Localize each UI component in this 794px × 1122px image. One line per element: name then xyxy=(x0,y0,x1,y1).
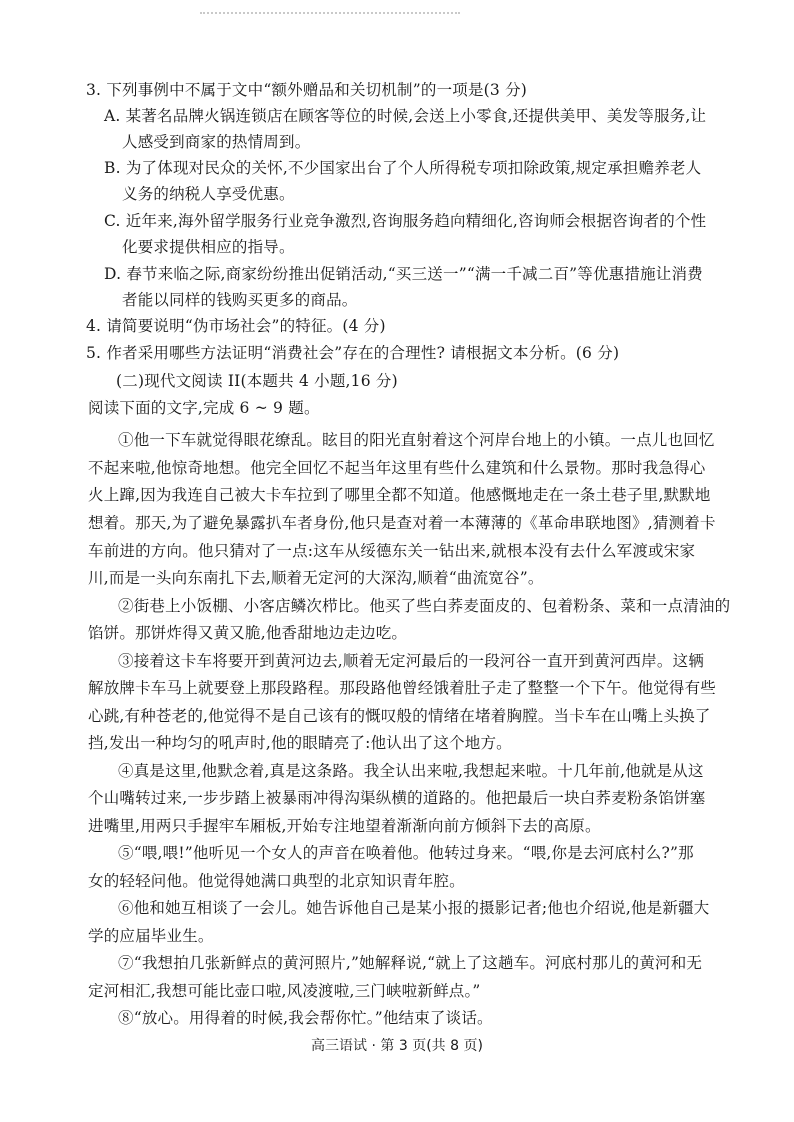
passage-line: ⑥他和她互相谈了一会儿。她告诉他自己是某小报的摄影记者;他也介绍说,他是新疆大 xyxy=(118,899,710,917)
passage-line: ⑧“放心。用得着的时候,我会帮你忙。”他结束了谈话。 xyxy=(118,1009,493,1027)
passage-line: 进嘴里,用两只手握牢车厢板,开始专注地望着渐渐向前方倾斜下去的高原。 xyxy=(88,817,601,835)
passage-line: 馅饼。那饼炸得又黄又脆,他香甜地边走边吃。 xyxy=(88,624,408,642)
page-footer: 高三语试 · 第 3 页(共 8 页) xyxy=(311,1038,483,1054)
passage-line: 女的轻轻问他。他觉得她满口典型的北京知识青年腔。 xyxy=(88,872,465,890)
passage-line: 川,而是一头向东南扎下去,顺着无定河的大深沟,顺着“曲流宽谷”。 xyxy=(88,569,544,587)
passage-line: 解放牌卡车马上就要登上那段路程。那段路他曾经饿着肚子走了整整一个下午。他觉得有些 xyxy=(88,679,717,697)
question-3-option-a-cont: 人感受到商家的热情周到。 xyxy=(122,133,311,151)
passage-line: ①他一下车就觉得眼花缭乱。眩目的阳光直射着这个河岸台地上的小镇。一点儿也回忆 xyxy=(118,431,715,449)
passage-line: ⑦“我想拍几张新鲜点的黄河照片,”她解释说,“就上了这趟车。河底村那儿的黄河和无 xyxy=(118,954,703,972)
passage-line: 心跳,有种苍老的,他觉得不是自己该有的慨叹般的情绪在堵着胸膛。当卡车在山嘴上头换了 xyxy=(88,707,711,725)
section-instruction: 阅读下面的文字,完成 6 ~ 9 题。 xyxy=(88,399,320,417)
question-4: 4. 请简要说明“伪市场社会”的特征。(4 分) xyxy=(86,317,386,335)
question-3-option-c-cont: 化要求提供相应的指导。 xyxy=(122,238,295,256)
passage-line: 车前进的方向。他只猜对了一点:这车从绥德东关一钻出来,就根本没有去什么军渡或宋家 xyxy=(88,542,696,560)
question-3-stem: 3. 下列事例中不属于文中“额外赠品和关切机制”的一项是(3 分) xyxy=(86,81,528,99)
question-3-option-a: A. 某著名品牌火锅连锁店在顾客等位的时候,会送上小零食,还提供美甲、美发等服务,让 xyxy=(104,107,707,125)
passage-line: ⑤“喂,喂!”他听见一个女人的声音在唤着他。他转过身来。“喂,你是去河底村么?”那 xyxy=(118,844,694,862)
passage-line: 学的应届毕业生。 xyxy=(88,927,214,945)
passage-line: 不起来啦,他惊奇地想。他完全回忆不起当年这里有些什么建筑和什么景物。那时我急得心 xyxy=(88,459,706,477)
passage-line: 火上蹿,因为我连自己被大卡车拉到了哪里全都不知道。他感慨地走在一条土巷子里,默默地 xyxy=(88,486,711,504)
top-dotted-rule xyxy=(200,12,460,20)
passage-line: ②街巷上小饭棚、小客店鳞次栉比。他买了些白荞麦面皮的、包着粉条、菜和一点清油的 xyxy=(118,597,731,615)
passage-line: 定河相汇,我想可能比壶口啦,风凌渡啦,三门峡啦新鲜点。” xyxy=(88,982,481,1000)
passage-line: ④真是这里,他默念着,真是这条路。我全认出来啦,我想起来啦。十几年前,他就是从这 xyxy=(118,762,704,780)
question-3-option-b: B. 为了体现对民众的关怀,不少国家出台了个人所得税专项扣除政策,规定承担赡养老人 xyxy=(104,159,702,177)
question-3-option-d: D. 春节来临之际,商家纷纷推出促销活动,“买三送一”“满一千减二百”等优惠措施让消费 xyxy=(104,265,703,283)
passage-line: ③接着这卡车将要开到黄河边去,顺着无定河最后的一段河谷一直开到黄河西岸。这辆 xyxy=(118,652,705,670)
passage-line: 个山嘴转过来,一步步踏上被暴雨冲得沟渠纵横的道路的。他把最后一块白荞麦粉条馅饼塞 xyxy=(88,789,706,807)
question-3-option-d-cont: 者能以同样的钱购买更多的商品。 xyxy=(122,291,358,309)
passage-line: 挡,发出一种均匀的吼声时,他的眼睛亮了:他认出了这个地方。 xyxy=(88,734,512,752)
question-3-option-b-cont: 义务的纳税人享受优惠。 xyxy=(122,185,295,203)
section-heading: (二)现代文阅读 II(本题共 4 小题,16 分) xyxy=(116,372,398,390)
question-3-option-c: C. 近年来,海外留学服务行业竞争激烈,咨询服务趋向精细化,咨询师会根据咨询者的个性 xyxy=(104,212,707,230)
passage-line: 想着。那天,为了避免暴露扒车者身份,他只是查对着一本薄薄的《革命串联地图》,猜测着卡 xyxy=(88,514,716,532)
question-5: 5. 作者采用哪些方法证明“消费社会”存在的合理性? 请根据文本分析。(6 分) xyxy=(86,344,620,362)
